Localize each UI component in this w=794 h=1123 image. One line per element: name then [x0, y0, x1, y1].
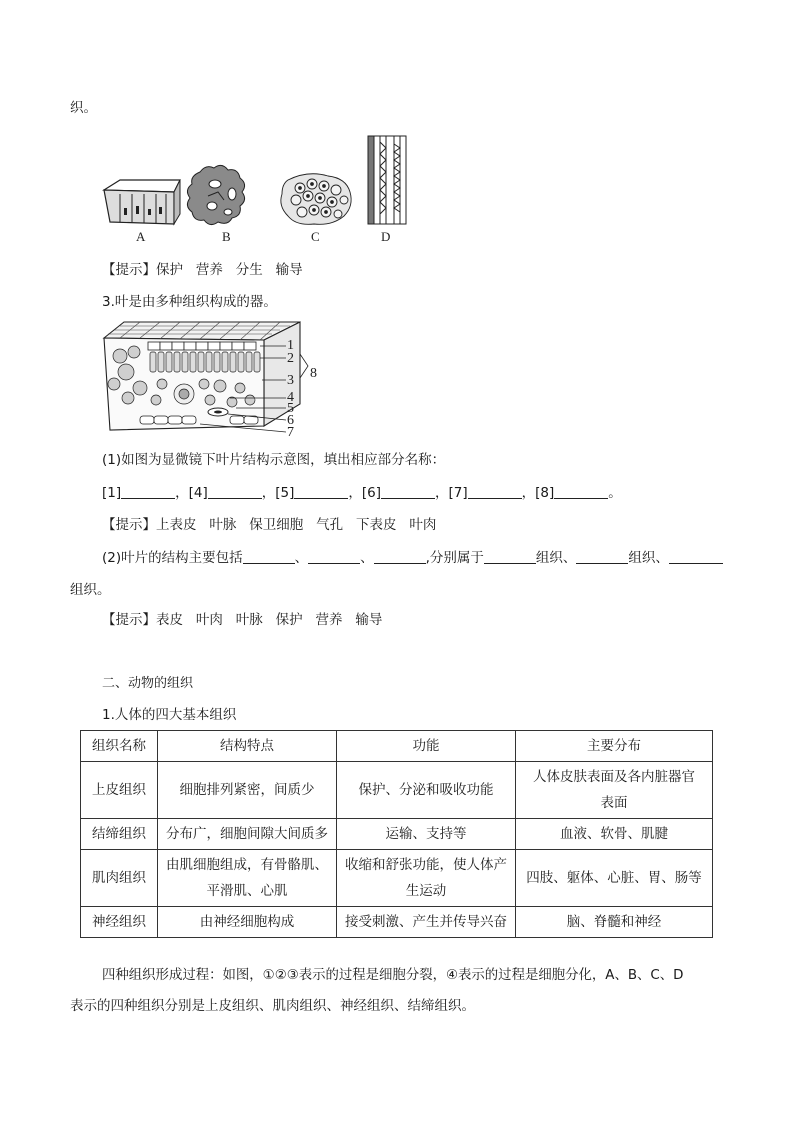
tissue-structure: 分布广，细胞间隙大间质多: [158, 819, 337, 850]
hint-2: 【提示】上表皮 叶脉 保卫细胞 气孔 下表皮 叶肉: [102, 517, 437, 533]
section-subtitle: 1.人体的四大基本组织: [102, 707, 237, 723]
tissue-structure: 细胞排列紧密，间质少: [158, 762, 337, 819]
tissue-distribution: 脑、脊髓和神经: [516, 907, 713, 938]
figure-caption-a: A: [136, 229, 146, 244]
answer-blank[interactable]: [294, 484, 348, 499]
figure-caption-c: C: [311, 229, 320, 244]
leaf-label-2: 2: [287, 351, 294, 366]
tissue-table: [80, 730, 713, 938]
answer-blank[interactable]: [121, 484, 175, 499]
tissue-function: 运输、支持等: [337, 819, 516, 850]
tissue-distribution: 人体皮肤表面及各内脏器官 表面: [516, 762, 713, 819]
table-header: 结构特点: [158, 731, 337, 762]
tissue-name: 结缔组织: [81, 819, 158, 850]
table-header: 主要分布: [516, 731, 713, 762]
answer-blank[interactable]: [308, 549, 360, 564]
tissue-name: 肌肉组织: [81, 850, 158, 907]
tissue-function: 收缩和舒张功能，使人体产 生运动: [337, 850, 516, 907]
q3-heading: 3.叶是由多种组织构成的器。: [102, 294, 277, 310]
leaf-label-8: 8: [310, 366, 317, 381]
table-header: 功能: [337, 731, 516, 762]
answer-blank[interactable]: [669, 549, 723, 564]
tissue-function: 保护、分泌和吸收功能: [337, 762, 516, 819]
leaf-label-1: 1: [287, 338, 294, 353]
tissue-a-drawing: [104, 180, 180, 224]
answer-blank[interactable]: [374, 549, 426, 564]
answer-blank[interactable]: [208, 484, 262, 499]
table-row: [81, 850, 713, 907]
q3-sub1: (1)如图为显微镜下叶片结构示意图，填出相应部分名称：: [102, 452, 446, 468]
leaf-label-7: 7: [287, 425, 294, 440]
tissue-name: 神经组织: [81, 907, 158, 938]
tissue-distribution: 四肢、躯体、心脏、胃、肠等: [516, 850, 713, 907]
section-title: 二、动物的组织: [102, 676, 194, 691]
figure-caption-b: B: [222, 229, 231, 244]
answer-blank[interactable]: [484, 549, 536, 564]
q3-sub2: (2)叶片的结构主要包括 、 、 ,分别属于 组织、 组织、: [102, 548, 723, 568]
table-row: [81, 819, 713, 850]
leaf-structure-figure: [100, 318, 340, 446]
tissue-d-drawing: [368, 136, 406, 224]
table-header: 组织名称: [81, 731, 158, 762]
answer-blank[interactable]: [243, 549, 295, 564]
tissue-distribution: 血液、软骨、肌腱: [516, 819, 713, 850]
hint-1: 【提示】保护 营养 分生 输导: [102, 262, 303, 278]
tissue-function: 接受刺激、产生并传导兴奋: [337, 907, 516, 938]
process-line-1: 四种组织形成过程：如图，①②③表示的过程是细胞分裂，④表示的过程是细胞分化，A、B、C、D: [102, 968, 684, 983]
tissue-c-drawing: [281, 174, 351, 225]
q3-sub2-tail: 组织。: [70, 582, 111, 598]
figure-caption-d: D: [381, 229, 391, 244]
tissue-name: 上皮组织: [81, 762, 158, 819]
tissue-structure: 由肌细胞组成，有骨骼肌、 平滑肌、心肌: [158, 850, 337, 907]
hint-3: 【提示】表皮 叶肉 叶脉 保护 营养 输导: [102, 612, 383, 628]
hint-label: 【提示】: [102, 517, 156, 533]
leaf-label-5: 5: [287, 401, 294, 416]
intro-tail-text: 织。: [70, 100, 97, 116]
table-row: [81, 762, 713, 819]
answer-blank[interactable]: [576, 549, 628, 564]
hint-label: 【提示】: [102, 612, 156, 628]
leaf-label-6: 6: [287, 413, 294, 428]
answer-blank[interactable]: [468, 484, 522, 499]
hint-label: 【提示】: [102, 262, 156, 278]
leaf-label-3: 3: [287, 373, 294, 388]
table-row: [81, 907, 713, 938]
process-line-2: 表示的四种组织分别是上皮组织、肌肉组织、神经组织、结缔组织。: [70, 998, 475, 1014]
table-header-row: [81, 731, 713, 762]
leaf-label-4: 4: [287, 390, 294, 405]
q3-fill-line: [1] ，[4] ，[5] ，[6] ，[7] ，[8] 。: [102, 485, 622, 501]
answer-blank[interactable]: [381, 484, 435, 499]
answer-blank[interactable]: [554, 484, 608, 499]
tissue-structure: 由神经细胞构成: [158, 907, 337, 938]
tissue-b-drawing: [187, 165, 244, 224]
plant-tissues-figure: [100, 132, 420, 232]
